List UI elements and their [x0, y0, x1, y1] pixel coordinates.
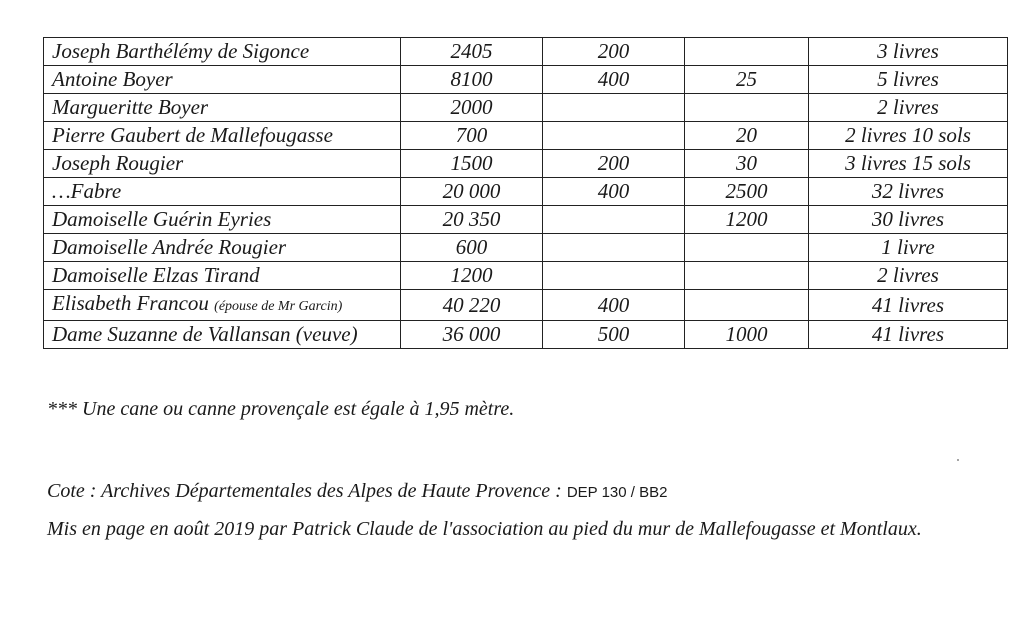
archive-reference [47, 480, 667, 503]
cell-c1: 36 000 [401, 321, 543, 349]
cell-name [44, 321, 401, 349]
cell-c2: 200 [543, 38, 685, 66]
cell-c2: 400 [543, 66, 685, 94]
cell-c4: 1 livre [809, 234, 1008, 262]
person-name: Margueritte Boyer [52, 95, 209, 119]
cell-c3: 1200 [685, 206, 809, 234]
cell-c2 [543, 206, 685, 234]
cell-c1: 700 [401, 122, 543, 150]
person-name: Elisabeth Francou [52, 291, 209, 315]
cell-c1: 20 350 [401, 206, 543, 234]
person-name: …Fabre [52, 179, 122, 203]
cell-c4: 3 livres [809, 38, 1008, 66]
cell-c4: 41 livres [809, 290, 1008, 321]
table-row [44, 290, 1008, 321]
person-name: Antoine Boyer [52, 67, 173, 91]
cell-c2 [543, 122, 685, 150]
table-row [44, 206, 1008, 234]
cell-c1: 8100 [401, 66, 543, 94]
cell-c3 [685, 38, 809, 66]
table-row [44, 94, 1008, 122]
person-name: Joseph Rougier [52, 151, 184, 175]
cell-c1: 1500 [401, 150, 543, 178]
cell-c3: 30 [685, 150, 809, 178]
table-row [44, 66, 1008, 94]
cell-c3 [685, 290, 809, 321]
table-row [44, 122, 1008, 150]
person-name: Joseph Barthélémy de Sigonce [52, 39, 310, 63]
cell-name [44, 38, 401, 66]
table-row [44, 321, 1008, 349]
cell-c2: 400 [543, 290, 685, 321]
cell-c3: 2500 [685, 178, 809, 206]
person-name: Damoiselle Guérin Eyries [52, 207, 272, 231]
archive-reference-text: Cote : Archives Départementales des Alpes de Haute Provence : [47, 480, 567, 502]
cell-c3: 1000 [685, 321, 809, 349]
cell-c1: 600 [401, 234, 543, 262]
cell-name [44, 234, 401, 262]
cell-c3 [685, 234, 809, 262]
cell-c4: 2 livres [809, 262, 1008, 290]
cell-name [44, 66, 401, 94]
table-row [44, 38, 1008, 66]
archive-reference-code: DEP 130 / BB2 [566, 484, 668, 501]
cell-c1: 20 000 [401, 178, 543, 206]
cell-c4: 2 livres 10 sols [809, 122, 1008, 150]
table-row [44, 262, 1008, 290]
person-name: Damoiselle Andrée Rougier [52, 235, 287, 259]
person-note: (épouse de Mr Garcin) [214, 299, 343, 314]
registry-table-body [44, 38, 1008, 349]
cell-c2 [543, 94, 685, 122]
cell-c4: 41 livres [809, 321, 1008, 349]
cell-c2: 400 [543, 178, 685, 206]
cell-c2 [543, 262, 685, 290]
table-row [44, 150, 1008, 178]
cell-c1: 2000 [401, 94, 543, 122]
cell-c3: 20 [685, 122, 809, 150]
cell-c2: 200 [543, 150, 685, 178]
cell-name [44, 150, 401, 178]
cell-name [44, 122, 401, 150]
table-row [44, 178, 1008, 206]
cell-c4: 2 livres [809, 94, 1008, 122]
cell-name [44, 94, 401, 122]
person-name: Damoiselle Elzas Tirand [52, 263, 260, 287]
cell-c4: 5 livres [809, 66, 1008, 94]
cell-c2 [543, 234, 685, 262]
cell-c1: 2405 [401, 38, 543, 66]
person-name: Pierre Gaubert de Mallefougasse [52, 123, 333, 147]
cell-name [44, 206, 401, 234]
registry-table [43, 37, 1008, 349]
person-name: Dame Suzanne de Vallansan (veuve) [52, 322, 358, 346]
cell-c1: 40 220 [401, 290, 543, 321]
cell-c3 [685, 94, 809, 122]
cell-c1: 1200 [401, 262, 543, 290]
layout-credit: Mis en page en août 2019 par Patrick Claude de l'association au pied du mur de Mallefougasse et Montlaux. [47, 518, 922, 540]
cell-c4: 30 livres [809, 206, 1008, 234]
table-row [44, 234, 1008, 262]
cell-c4: 3 livres 15 sols [809, 150, 1008, 178]
cell-name [44, 178, 401, 206]
cell-name [44, 262, 401, 290]
scan-speck [957, 459, 959, 461]
cell-c3 [685, 262, 809, 290]
cell-name [44, 290, 401, 321]
footnote: *** Une cane ou canne provençale est égale à 1,95 mètre. [47, 398, 515, 420]
cell-c2: 500 [543, 321, 685, 349]
cell-c3: 25 [685, 66, 809, 94]
cell-c4: 32 livres [809, 178, 1008, 206]
